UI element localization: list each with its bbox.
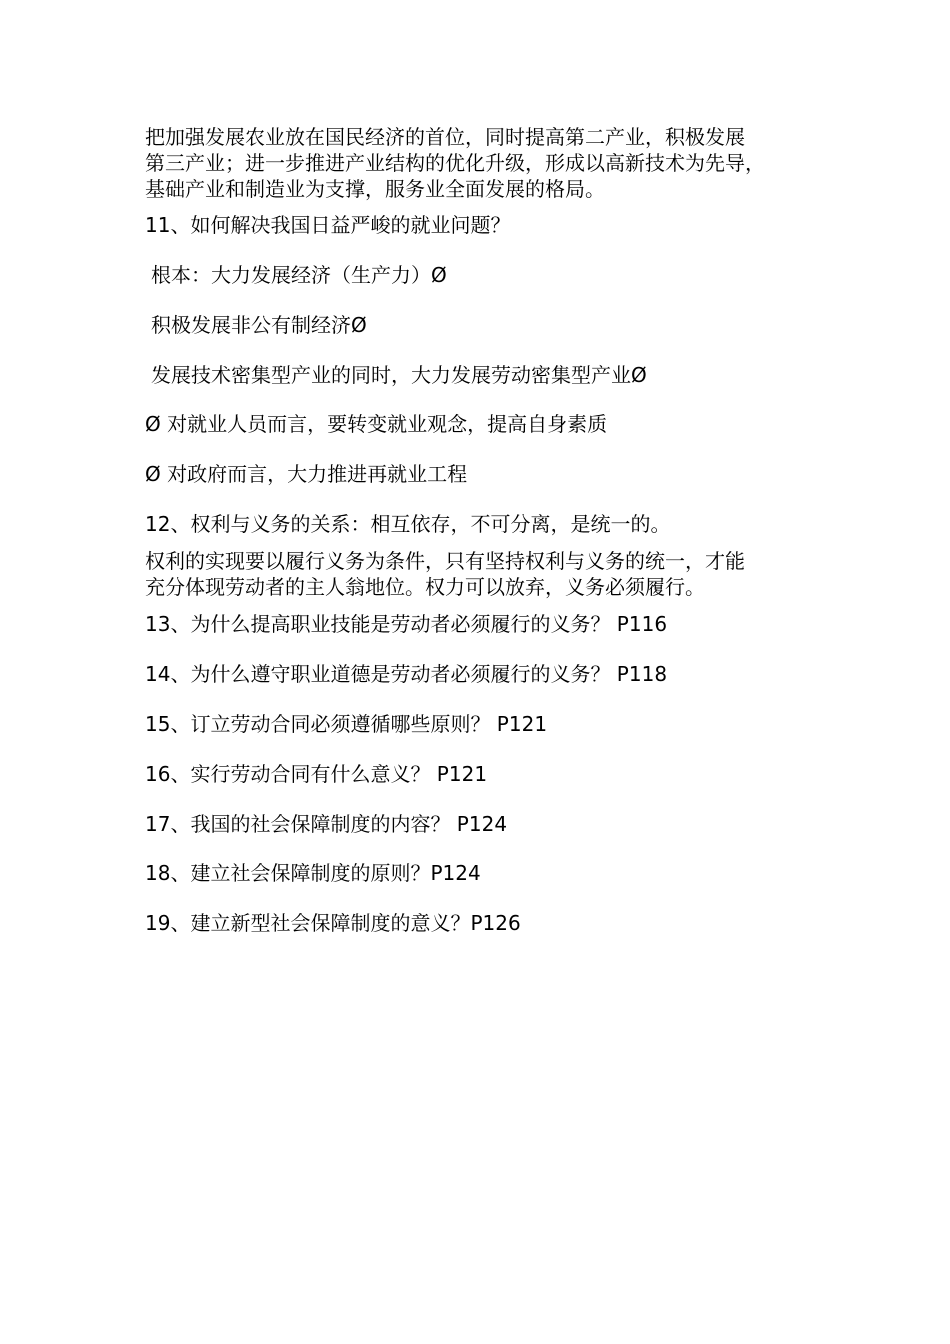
intro-line-1: 把加强发展农业放在国民经济的首位，同时提高第二产业，积极发展 xyxy=(145,125,745,149)
question-text: 、我国的社会保障制度的内容？ xyxy=(170,812,451,836)
bullet-marker: Ø xyxy=(145,462,161,486)
intro-line-2: 第三产业；进一步推进产业结构的优化升级，形成以高新技术为先导， xyxy=(145,151,765,175)
question-text: 、如何解决我国日益严峻的就业问题？ xyxy=(170,213,511,237)
page-reference: P124 xyxy=(430,861,481,885)
question-number: 19 xyxy=(145,911,171,935)
q12-detail-line-1: 权利的实现要以履行义务为条件，只有坚持权利与义务的统一，才能 xyxy=(145,549,745,573)
bullet-marker: Ø xyxy=(431,263,447,287)
question-number: 18 xyxy=(145,861,171,885)
page-reference: P121 xyxy=(490,712,548,736)
bullet-item xyxy=(145,362,831,388)
question-number: 16 xyxy=(145,762,171,786)
question-text: 、订立劳动合同必须遵循哪些原则？ xyxy=(170,712,491,736)
question-number: 11 xyxy=(145,213,171,237)
question-number: 13 xyxy=(145,612,171,636)
page-reference: P126 xyxy=(470,911,521,935)
bullet-text: 发展技术密集型产业的同时，大力发展劳动密集型产业 xyxy=(151,363,631,387)
question-19 xyxy=(145,910,825,936)
bullet-item xyxy=(145,411,825,437)
bullet-text: 对政府而言，大力推进再就业工程 xyxy=(167,462,468,486)
intro-line-3: 基础产业和制造业为支撑，服务业全面发展的格局。 xyxy=(145,177,605,201)
page-reference: P116 xyxy=(610,612,668,636)
question-15 xyxy=(145,711,825,737)
bullet-item xyxy=(145,461,825,487)
question-number: 12 xyxy=(145,512,171,536)
bullet-marker: Ø xyxy=(631,363,647,387)
bullet-text: 积极发展非公有制经济 xyxy=(151,313,351,337)
bullet-item xyxy=(145,312,831,338)
bullet-marker: Ø xyxy=(145,412,161,436)
question-text: 、实行劳动合同有什么意义？ xyxy=(170,762,431,786)
question-14 xyxy=(145,661,825,687)
question-16 xyxy=(145,761,825,787)
page-reference: P121 xyxy=(430,762,488,786)
question-number: 15 xyxy=(145,712,171,736)
question-18 xyxy=(145,860,825,886)
bullet-text: 根本：大力发展经济（生产力） xyxy=(151,263,431,287)
question-text: 、权利与义务的关系：相互依存，不可分离，是统一的。 xyxy=(170,512,671,536)
bullet-item xyxy=(145,262,831,288)
question-12 xyxy=(145,511,825,537)
question-13 xyxy=(145,611,825,637)
question-text: 、建立社会保障制度的原则？ xyxy=(170,861,431,885)
question-text: 、建立新型社会保障制度的意义？ xyxy=(170,911,471,935)
page-reference: P118 xyxy=(610,662,668,686)
question-number: 17 xyxy=(145,812,171,836)
question-11 xyxy=(145,212,825,238)
question-number: 14 xyxy=(145,662,171,686)
question-text: 、为什么遵守职业道德是劳动者必须履行的义务？ xyxy=(170,662,611,686)
bullet-marker: Ø xyxy=(351,313,367,337)
q12-detail-line-2: 充分体现劳动者的主人翁地位。权力可以放弃，义务必须履行。 xyxy=(145,575,705,599)
page-reference: P124 xyxy=(450,812,508,836)
question-text: 、为什么提高职业技能是劳动者必须履行的义务？ xyxy=(170,612,611,636)
bullet-text: 对就业人员而言，要转变就业观念，提高自身素质 xyxy=(167,412,608,436)
question-17 xyxy=(145,811,825,837)
